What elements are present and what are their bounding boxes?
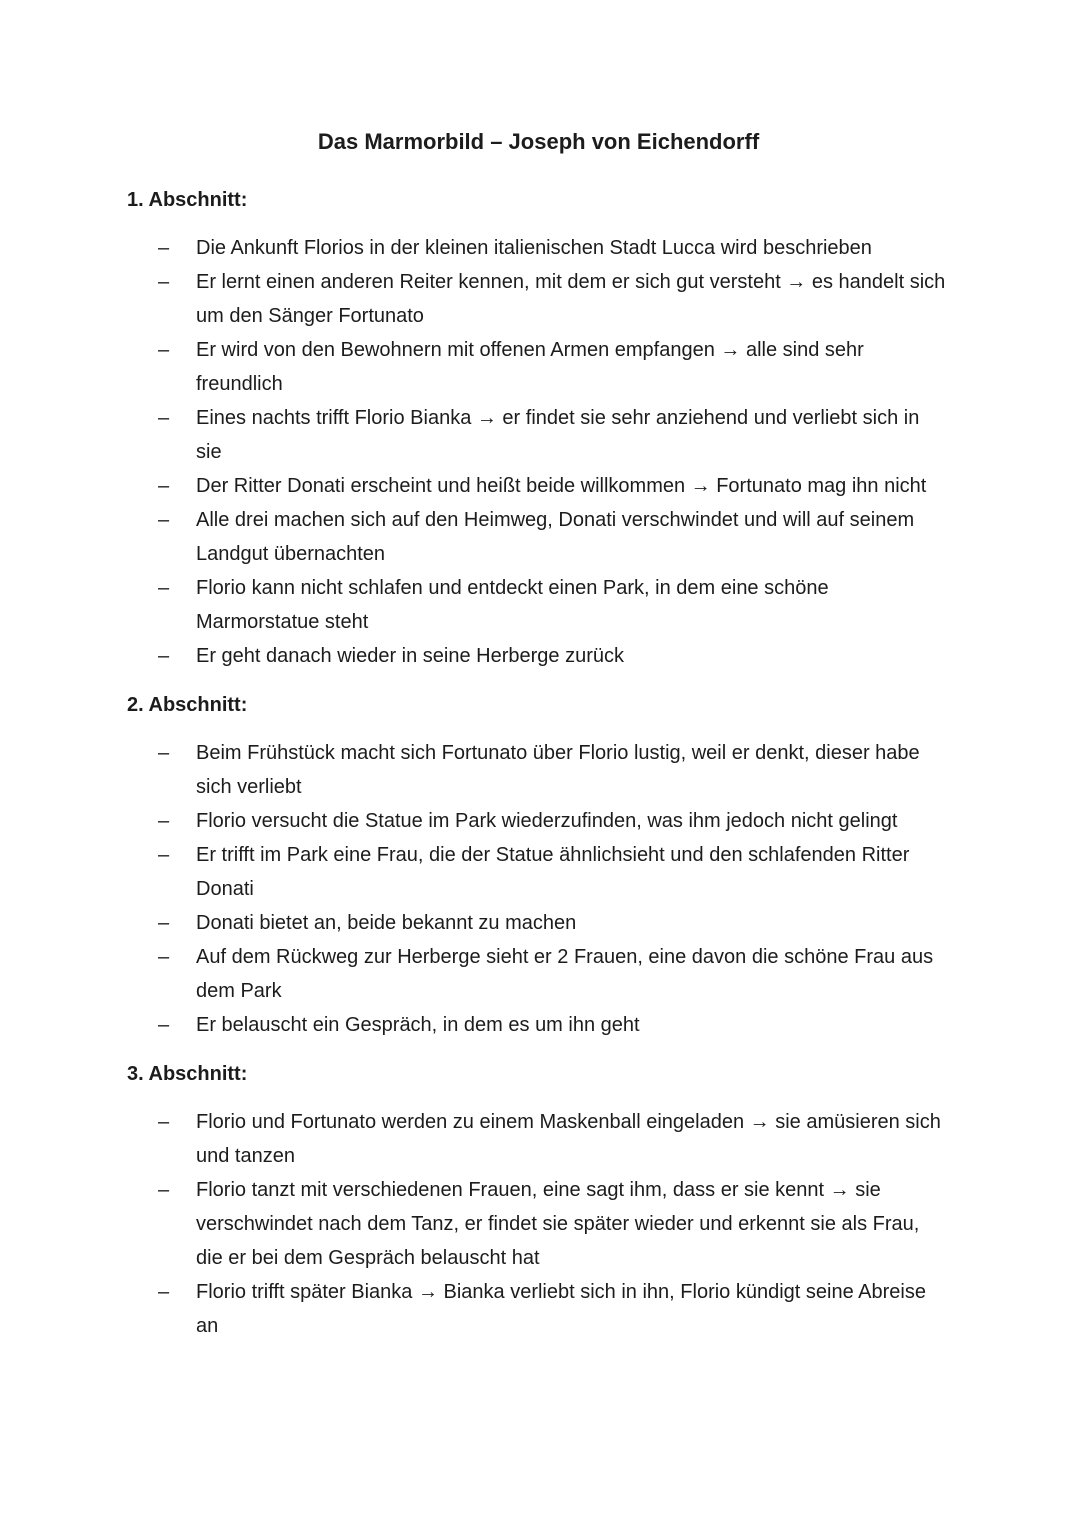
section-1	[127, 183, 950, 673]
dash-bullet: –	[158, 742, 170, 764]
dash-bullet: –	[158, 1179, 170, 1201]
section-2	[127, 688, 950, 1042]
section-2-heading: 2. Abschnitt:	[127, 694, 248, 716]
list-item-text: Florio und Fortunato werden zu einem Maskenball eingeladen → sie amüsieren sich und tanzen	[196, 1111, 941, 1167]
list-item	[158, 804, 950, 838]
list-item-text: Donati bietet an, beide bekannt zu machen	[196, 912, 577, 934]
dash-bullet: –	[158, 407, 170, 429]
document-title: Das Marmorbild – Joseph von Eichendorff	[317, 129, 760, 154]
list-item	[158, 906, 950, 940]
section-3-heading: 3. Abschnitt:	[127, 1063, 248, 1085]
list-item	[158, 1008, 950, 1042]
section-3-list	[127, 1105, 950, 1343]
dash-bullet: –	[158, 1111, 170, 1133]
list-item-text: Er wird von den Bewohnern mit offenen Armen empfangen → alle sind sehr freundlich	[196, 339, 864, 395]
list-item	[158, 333, 950, 401]
dash-bullet: –	[158, 475, 170, 497]
section-3	[127, 1057, 950, 1343]
list-item-text: Er trifft im Park eine Frau, die der Statue ähnlichsieht und den schlafenden Ritter Donati	[196, 844, 910, 900]
dash-bullet: –	[158, 339, 170, 361]
list-item	[158, 639, 950, 673]
section-1-list	[127, 231, 950, 673]
list-item-text: Alle drei machen sich auf den Heimweg, Donati verschwindet und will auf seinem Landgut übernachten	[196, 509, 915, 565]
dash-bullet: –	[158, 1281, 170, 1303]
list-item	[158, 469, 950, 503]
list-item	[158, 1105, 950, 1173]
list-item-text: Florio trifft später Bianka → Bianka verliebt sich in ihn, Florio kündigt seine Abreise an	[196, 1281, 926, 1337]
list-item-text: Der Ritter Donati erscheint und heißt beide willkommen → Fortunato mag ihn nicht	[196, 475, 927, 497]
list-item-text: Eines nachts trifft Florio Bianka → er findet sie sehr anziehend und verliebt sich in sie	[196, 407, 920, 463]
section-1-heading: 1. Abschnitt:	[127, 189, 248, 211]
dash-bullet: –	[158, 645, 170, 667]
dash-bullet: –	[158, 509, 170, 531]
dash-bullet: –	[158, 810, 170, 832]
list-item	[158, 503, 950, 571]
list-item-text: Er lernt einen anderen Reiter kennen, mit dem er sich gut versteht → es handelt sich um den Sänger Fortunato	[196, 271, 946, 327]
list-item	[158, 838, 950, 906]
list-item-text: Er geht danach wieder in seine Herberge zurück	[196, 645, 625, 667]
list-item	[158, 940, 950, 1008]
dash-bullet: –	[158, 577, 170, 599]
list-item	[158, 736, 950, 804]
list-item	[158, 231, 950, 265]
list-item-text: Die Ankunft Florios in der kleinen italienischen Stadt Lucca wird beschrieben	[196, 237, 872, 259]
list-item	[158, 571, 950, 639]
list-item	[158, 1173, 950, 1275]
dash-bullet: –	[158, 912, 170, 934]
list-item	[158, 401, 950, 469]
list-item-text: Beim Frühstück macht sich Fortunato über Florio lustig, weil er denkt, dieser habe sich verliebt	[196, 742, 920, 798]
section-2-list	[127, 736, 950, 1042]
list-item-text: Florio kann nicht schlafen und entdeckt einen Park, in dem eine schöne Marmorstatue steht	[196, 577, 829, 633]
dash-bullet: –	[158, 946, 170, 968]
list-item-text: Auf dem Rückweg zur Herberge sieht er 2 Frauen, eine davon die schöne Frau aus dem Park	[196, 946, 934, 1002]
dash-bullet: –	[158, 237, 170, 259]
list-item-text: Er belauscht ein Gespräch, in dem es um ihn geht	[196, 1014, 640, 1036]
dash-bullet: –	[158, 271, 170, 293]
dash-bullet: –	[158, 844, 170, 866]
list-item	[158, 1275, 950, 1343]
list-item	[158, 265, 950, 333]
dash-bullet: –	[158, 1014, 170, 1036]
list-item-text: Florio tanzt mit verschiedenen Frauen, eine sagt ihm, dass er sie kennt → sie verschwindet nach dem Tanz, er findet sie später wieder und erkennt sie als Frau, die er bei dem Gespräch belauscht hat	[196, 1179, 920, 1269]
list-item-text: Florio versucht die Statue im Park wiederzufinden, was ihm jedoch nicht gelingt	[196, 810, 898, 832]
